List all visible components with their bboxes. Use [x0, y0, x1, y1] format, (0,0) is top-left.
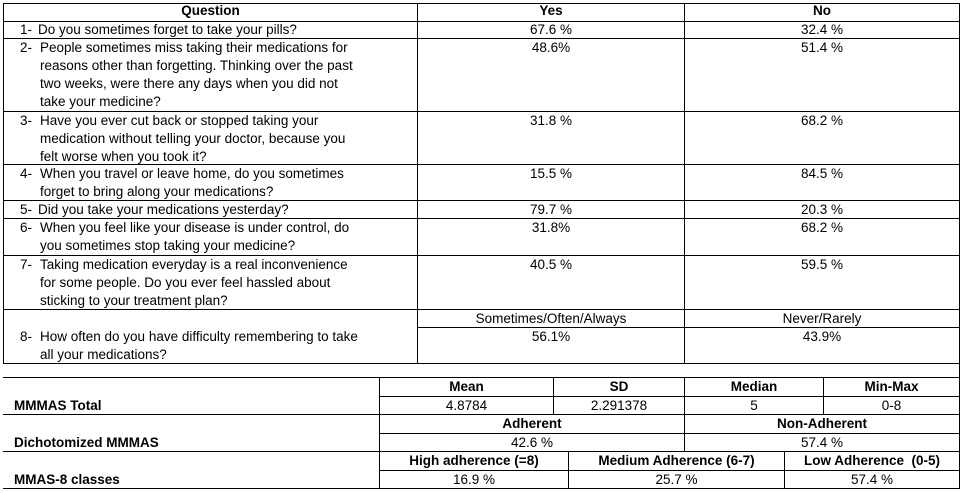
median-value: 5: [750, 398, 758, 413]
question-line: People sometimes miss taking their medications for: [40, 40, 348, 55]
yes-value: 79.7 %: [529, 202, 573, 217]
question-line: When you travel or leave home, do you sometimes: [40, 166, 344, 181]
question-line: felt worse when you took it?: [40, 149, 207, 164]
no-value: 20.3 %: [800, 202, 844, 217]
question-text: Do you sometimes forget to take your pills?: [38, 22, 297, 37]
header-medium-adherence: Medium Adherence (6-7): [598, 453, 755, 468]
question-line: all your medications?: [40, 347, 167, 362]
yes-value: 40.5 %: [529, 257, 573, 272]
header-non-adherent: Non-Adherent: [777, 416, 867, 431]
rule: [417, 3, 418, 363]
question-text: [40, 165, 402, 201]
row-label-mmmas-total: MMMAS Total: [14, 398, 102, 413]
no-value: 51.4 %: [800, 40, 844, 55]
header-yes: Yes: [539, 3, 563, 18]
no-value: 68.2 %: [800, 113, 844, 128]
header-question: Question: [181, 3, 240, 18]
row-label-mmas8-classes: MMAS-8 classes: [14, 472, 120, 487]
medium-adherence-value: 25.7 %: [655, 472, 698, 487]
header-mean: Mean: [449, 379, 484, 394]
header-low-adherence: Low Adherence (0-5): [803, 453, 941, 468]
yes-value: 67.6 %: [529, 22, 573, 37]
q8-left-value: 56.1%: [531, 329, 571, 344]
question-line: reasons other than forgetting. Thinking over the past: [40, 58, 353, 73]
question-number: 4-: [20, 166, 33, 181]
question-line: How often do you have difficulty remembering to take: [40, 329, 358, 344]
question-text: [40, 112, 402, 166]
question-line: take your medicine?: [40, 94, 161, 109]
question-text: [40, 219, 402, 255]
question-line: medication without telling your doctor, because you: [40, 131, 346, 146]
question-number: 8-: [20, 329, 33, 344]
header-no: No: [813, 3, 831, 18]
mean-value: 4.8784: [445, 398, 488, 413]
no-value: 59.5 %: [800, 257, 844, 272]
minmax-value: 0-8: [881, 398, 902, 413]
question-text: [40, 39, 402, 111]
q8-header-right: Never/Rarely: [782, 311, 862, 326]
row-label-dichotomized: Dichotomized MMMAS: [14, 435, 159, 450]
question-line: When you feel like your disease is under control, do: [40, 220, 350, 235]
adherent-value: 42.6 %: [510, 435, 554, 450]
question-number: 5-: [20, 202, 33, 217]
high-adherence-value: 16.9 %: [452, 472, 496, 487]
question-line: two weeks, were there any days when you did not: [40, 76, 338, 91]
question-number: 7-: [20, 257, 33, 272]
question-line: for some people. Do you ever feel hassled about: [40, 275, 331, 290]
question-text: Did you take your medications yesterday?: [38, 202, 289, 217]
question-line: sticking to your treatment plan?: [40, 293, 228, 308]
yes-value: 15.5 %: [529, 166, 573, 181]
rule: [959, 3, 960, 489]
yes-value: 48.6%: [531, 40, 571, 55]
question-line: you sometimes stop taking your medicine?: [40, 238, 296, 253]
question-line: forget to bring along your medications?: [40, 184, 274, 199]
question-line: Taking medication everyday is a real inconvenience: [40, 257, 348, 272]
question-line: Have you ever cut back or stopped taking your: [40, 113, 319, 128]
question-text: [40, 328, 407, 364]
q8-header-left: Sometimes/Often/Always: [475, 311, 627, 326]
header-high-adherence: High adherence (=8): [409, 453, 539, 468]
question-number: 2-: [20, 40, 33, 55]
question-number: 3-: [20, 113, 33, 128]
no-value: 32.4 %: [800, 22, 844, 37]
yes-value: 31.8%: [531, 220, 571, 235]
yes-value: 31.8 %: [529, 113, 573, 128]
header-adherent: Adherent: [502, 416, 562, 431]
header-median: Median: [730, 379, 778, 394]
header-sd: SD: [609, 379, 629, 394]
sd-value: 2.291378: [590, 398, 648, 413]
no-value: 68.2 %: [800, 220, 844, 235]
q8-right-value: 43.9%: [802, 329, 842, 344]
rule: [3, 3, 4, 363]
header-minmax: Min-Max: [864, 379, 919, 394]
rule: [684, 3, 685, 363]
question-number: 1-: [20, 22, 33, 37]
low-adherence-value: 57.4 %: [850, 472, 894, 487]
question-text: [40, 256, 402, 310]
no-value: 84.5 %: [800, 166, 844, 181]
non-adherent-value: 57.4 %: [800, 435, 844, 450]
question-number: 6-: [20, 220, 33, 235]
